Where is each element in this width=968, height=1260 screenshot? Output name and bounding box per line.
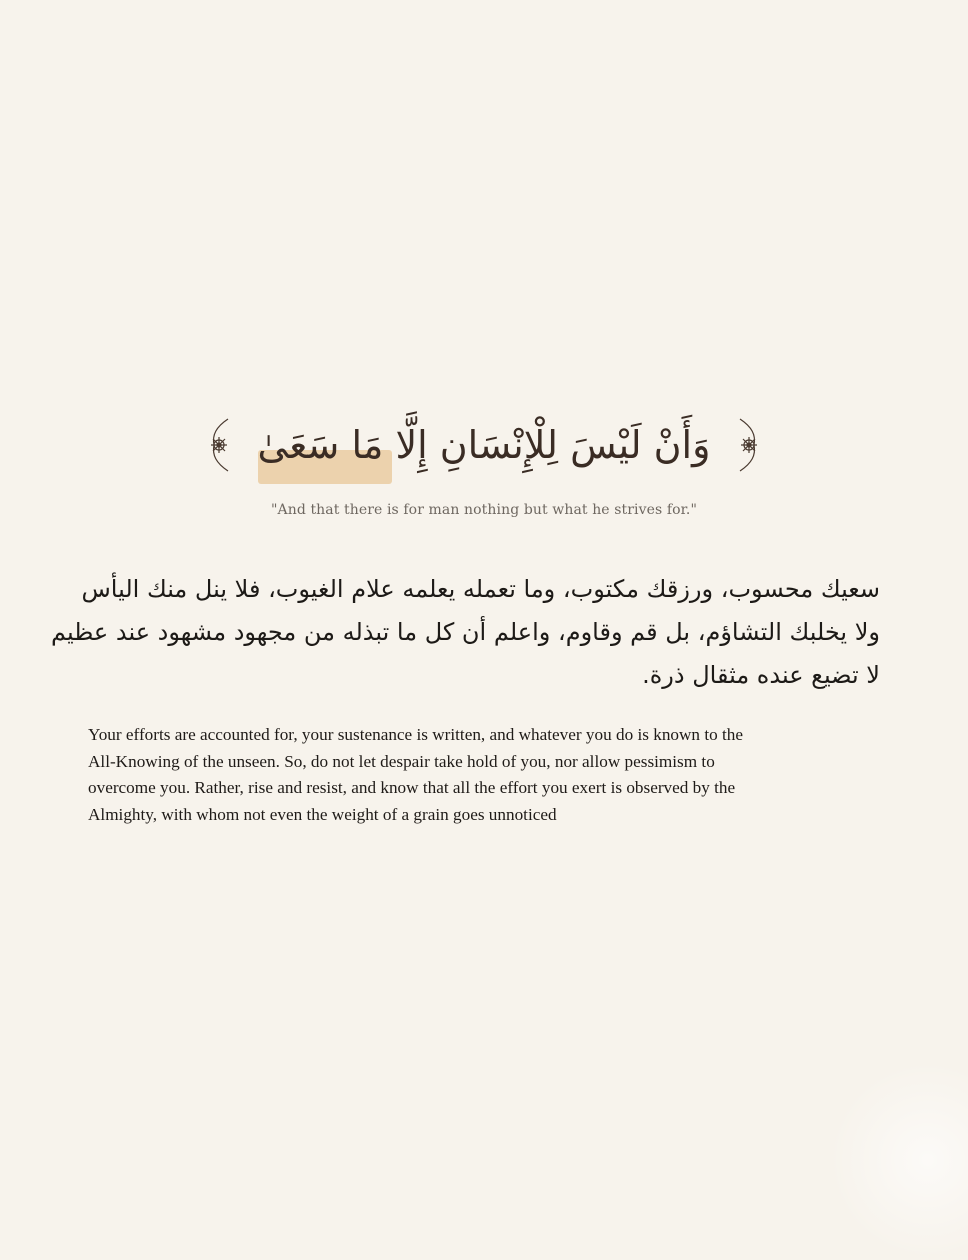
english-line: overcome you. Rather, rise and resist, and know that all the effort you exert is observed by the <box>88 778 736 797</box>
english-line: Almighty, with whom not even the weight of a grain goes unnoticed <box>88 804 557 824</box>
corner-glow <box>828 1060 968 1260</box>
arabic-paragraph <box>51 568 880 697</box>
verse-header <box>0 400 968 490</box>
verse-arabic <box>254 420 715 470</box>
arabic-line: لا تضيع عنده مثقال ذرة. <box>642 661 880 689</box>
floral-bracket-right-icon <box>732 415 766 475</box>
english-line: Your efforts are accounted for, your sustenance is written, and whatever you do is known to the <box>88 725 743 744</box>
arabic-line: ولا يخلبك التشاؤم، بل قم وقاوم، واعلم أن كل ما تبذله من مجهود مشهود عند عظيم <box>51 618 880 646</box>
english-paragraph <box>88 722 888 828</box>
floral-bracket-left-icon <box>202 415 236 475</box>
arabic-line: سعيك محسوب، ورزقك مكتوب، وما تعمله يعلمه علام الغيوب، فلا ينل منك اليأس <box>81 575 880 603</box>
verse-translation: "And that there is for man nothing but what he strives for." <box>270 502 698 518</box>
english-line: All-Knowing of the unseen. So, do not let despair take hold of you, nor allow pessimism to <box>88 751 715 771</box>
verse-arabic-text: وَأَنْ لَيْسَ لِلْإِنْسَانِ إِلَّا مَا سَعَىٰ <box>257 423 711 467</box>
